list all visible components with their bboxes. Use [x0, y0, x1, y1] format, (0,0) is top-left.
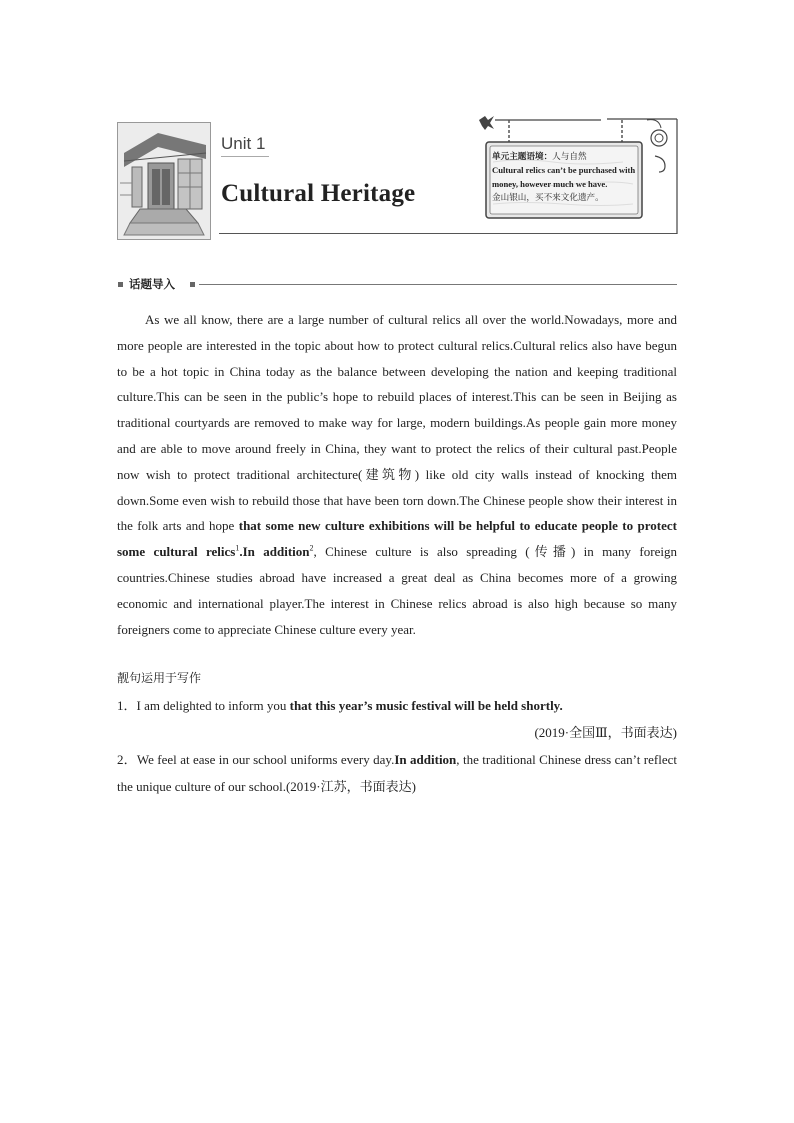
sign-theme: [492, 150, 642, 164]
example-1-number: 1．: [117, 698, 137, 713]
sign-theme-value: 人与自然: [552, 151, 587, 161]
example-1-source: (2019·全国Ⅲ，书面表达): [534, 725, 677, 740]
footnote-2: 2: [309, 543, 314, 553]
example-2-bold: In addition: [394, 752, 457, 767]
unit-label-underline: [221, 156, 269, 157]
passage-bold-2: In addition: [242, 544, 310, 560]
example-2-text-end: , the traditional Chinese dress can’t reflect the unique culture of our school.: [117, 752, 677, 794]
passage-bold-1: that some new culture exhibitions will be helpful to educate people to protect some cultural relics: [117, 518, 677, 560]
example-2-source: (2019·江苏，书面表达): [285, 779, 416, 794]
sign-theme-label: 单元主题语境：: [492, 151, 553, 161]
sign-quote-zh: 金山银山，买不来文化遗产。: [492, 192, 604, 203]
passage-dot: .: [239, 544, 243, 560]
example-1-bold: that this year’s music festival will be held shortly.: [289, 698, 563, 713]
unit-header: [117, 118, 677, 236]
sign-quote-en: Cultural relics can’t be purchased with money, however much we have.: [492, 164, 636, 189]
section-title: 话题导入: [129, 277, 175, 291]
passage-text-2: , Chinese culture is also spreading (传播) in many foreign countries.Chinese studies abroad have increased a great deal as China becomes more of a growing economic and international player.The interest in Chinese relics abroad is also high because so many foreigners come to appreciate Chinese culture every year.: [117, 544, 677, 637]
courtyard-gate-illustration: [117, 122, 211, 240]
bullet-square-icon: [190, 282, 195, 287]
example-2: [117, 746, 677, 800]
section-heading: [117, 276, 677, 296]
example-2-text: We feel at ease in our school uniforms every day.: [136, 752, 395, 767]
unit-label: Unit 1: [221, 134, 266, 153]
example-1: [117, 692, 677, 746]
sign-text: [492, 150, 642, 205]
page-title: Cultural Heritage: [221, 180, 416, 207]
passage-paragraph: [117, 307, 677, 642]
example-1-sentence: [117, 692, 677, 719]
bullet-square-icon: [118, 282, 123, 287]
example-1-text: I am delighted to inform you: [136, 698, 290, 713]
writing-heading: 靓句运用于写作: [117, 671, 202, 685]
passage-text-1: As we all know, there are a large number of cultural relics all over the world.Nowadays, more and more people are interested in the topic about how to protect cultural relics.Cultural relics also have begun to be a hot topic in China today as the balance between developing the nation and keeping traditional culture.This can be seen in the public’s hope to rebuild places of interest.This can be seen in Beijing as traditional courtyards are removed to make way for large, modern buildings.As people gain more money and are able to move around freely in China, they want to protect the relics of their cultural past.People now wish to protect traditional architecture(建筑物) like old city walls instead of knocking them down.Some even wish to rebuild those that have been torn down.The Chinese people show their interest in the folk arts and hope: [117, 312, 677, 534]
example-2-sentence: [117, 746, 677, 800]
section-divider: [199, 284, 677, 285]
example-2-number: 2．: [117, 752, 137, 767]
intro-passage: [117, 307, 677, 642]
footnote-1: 1: [235, 543, 240, 553]
